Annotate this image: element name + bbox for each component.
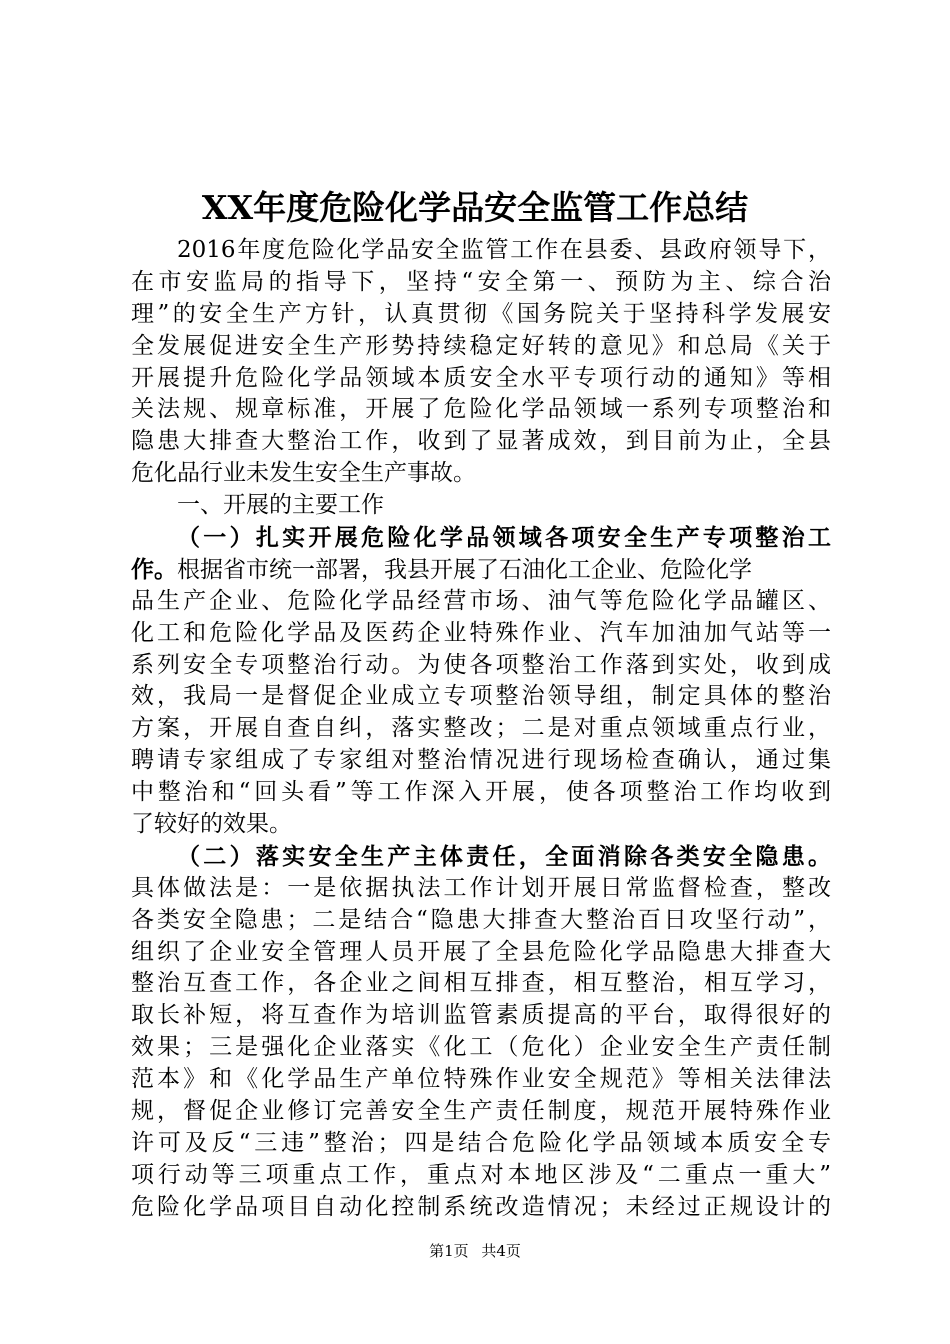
- body-line: 2016年度危险化学品安全监管工作在县委、县政府领导下，: [177, 237, 831, 263]
- body-line: 了较好的效果。: [131, 811, 292, 838]
- body-line: 系列安全专项整治行动。为使各项整治工作落到实处，收到成: [131, 651, 831, 678]
- section-heading: 一、开展的主要工作: [177, 492, 384, 519]
- body-line: 隐患大排查大整治工作，收到了显著成效，到目前为止，全县: [131, 428, 831, 455]
- page-total: 共4页: [481, 1242, 521, 1260]
- body-line-text: 根据省市统一部署，我县开展了石油化工企业、危险化学: [177, 556, 752, 583]
- body-line: 品生产企业、危险化学品经营市场、油气等危险化学品罐区、: [131, 587, 831, 614]
- body-line: 具体做法是：一是依据执法工作计划开展日常监督检查，整改: [131, 874, 831, 901]
- body-line: 理”的安全生产方针，认真贯彻《国务院关于坚持科学发展安: [131, 300, 831, 327]
- body-line: 危险化学品项目自动化控制系统改造情况；未经过正规设计的: [131, 1193, 831, 1220]
- page-footer: [0, 1240, 950, 1262]
- body-line: 取长补短，将互查作为培训监管素质提高的平台，取得很好的: [131, 1002, 831, 1029]
- body-line: 规，督促企业修订完善安全生产责任制度，规范开展特殊作业: [131, 1098, 831, 1125]
- body-line: 在市安监局的指导下，坚持“安全第一、预防为主、综合治: [131, 268, 831, 295]
- body-line: 组织了企业安全管理人员开展了全县危险化学品隐患大排查大: [131, 938, 831, 965]
- body-line: 方案，开展自查自纠，落实整改；二是对重点领域重点行业，: [131, 715, 831, 742]
- body-line: 关法规、规章标准，开展了危险化学品领域一系列专项整治和: [131, 396, 831, 423]
- body-line: 聘请专家组成了专家组对整治情况进行现场检查确认，通过集: [131, 747, 831, 774]
- subsection-heading: （二）落实安全生产主体责任，全面消除各类安全隐患。: [177, 842, 831, 870]
- document-body: [131, 235, 831, 1224]
- body-line: 全发展促进安全生产形势持续稳定好转的意见》和总局《关于: [131, 332, 831, 359]
- subsection-heading: （一）扎实开展危险化学品领域各项安全生产专项整治工: [177, 524, 831, 552]
- body-line: 范本》和《化学品生产单位特殊作业安全规范》等相关法律法: [131, 1066, 831, 1093]
- body-line: [131, 554, 831, 586]
- body-line: 效果；三是强化企业落实《化工（危化）企业安全生产责任制: [131, 1034, 831, 1061]
- subsection-heading-tail: 作。: [131, 555, 177, 583]
- body-line: 许可及反“三违”整治；四是结合危险化学品领域本质安全专: [131, 1129, 831, 1156]
- body-line: 各类安全隐患；二是结合“隐患大排查大整治百日攻坚行动”，: [131, 906, 831, 933]
- body-line: 化工和危险化学品及医药企业特殊作业、汽车加油加气站等一: [131, 619, 831, 646]
- document-title: XX年度危险化学品安全监管工作总结: [201, 188, 749, 227]
- body-line: 效，我局一是督促企业成立专项整治领导组，制定具体的整治: [131, 683, 831, 710]
- body-line: 项行动等三项重点工作，重点对本地区涉及“二重点一重大”: [131, 1161, 831, 1188]
- page-number: 第1页: [429, 1242, 469, 1260]
- body-line: 整治互查工作，各企业之间相互排查，相互整治，相互学习，: [131, 970, 831, 997]
- body-line: 中整治和“回头看”等工作深入开展，使各项整治工作均收到: [131, 779, 831, 806]
- body-line: 开展提升危险化学品领域本质安全水平专项行动的通知》等相: [131, 364, 831, 391]
- body-line: 危化品行业未发生安全生产事故。: [131, 460, 476, 487]
